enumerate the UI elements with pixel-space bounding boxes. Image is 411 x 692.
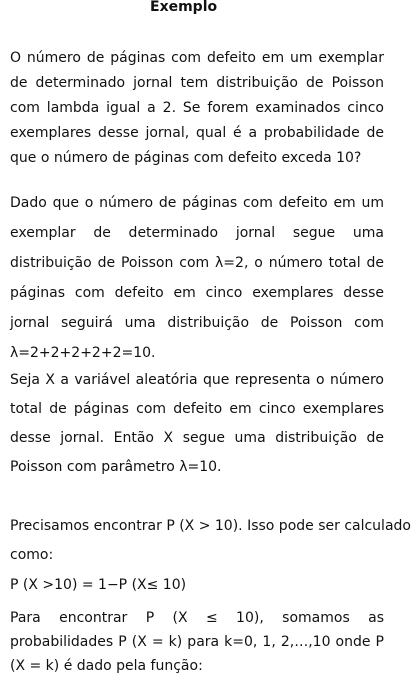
poisson-sum-paragraph: Dado que o número de páginas com defeito em um exemplar de determinado jornal segue uma distribuição de Poisson com λ=2, o número total de páginas com defeito em cinco exemplares desse jornal seguirá uma distribuição de Poisson com λ=2+2+2+2+2=10. (10, 195, 384, 361)
random-variable-paragraph: Seja X a variável aleatória que representa o número total de páginas com defeito em cinco exemplares desse jornal. Então X segue uma distribuição de Poisson com parâmetro λ=10. (10, 372, 384, 475)
document-title: Exemplo (150, 0, 218, 15)
calculation-intro-continuation: como: (10, 547, 54, 563)
summation-paragraph: Para encontrar P (X ≤ 10), somamos as probabilidades P (X = k) para k=0, 1, 2,…,10 onde P (X = k) é dado pela função: (10, 610, 384, 674)
calculation-intro-line: Precisamos encontrar P (X > 10). Isso pode ser calculado (10, 518, 411, 534)
complement-formula-line: P (X >10) = 1−P (X≤ 10) (10, 577, 187, 593)
problem-statement-paragraph: O número de páginas com defeito em um exemplar de determinado jornal tem distribuição de Poisson com lambda igual a 2. Se forem examinados cinco exemplares desse jornal, qual é a probabilidade de que o número de páginas com defeito exceda 10? (10, 50, 384, 166)
